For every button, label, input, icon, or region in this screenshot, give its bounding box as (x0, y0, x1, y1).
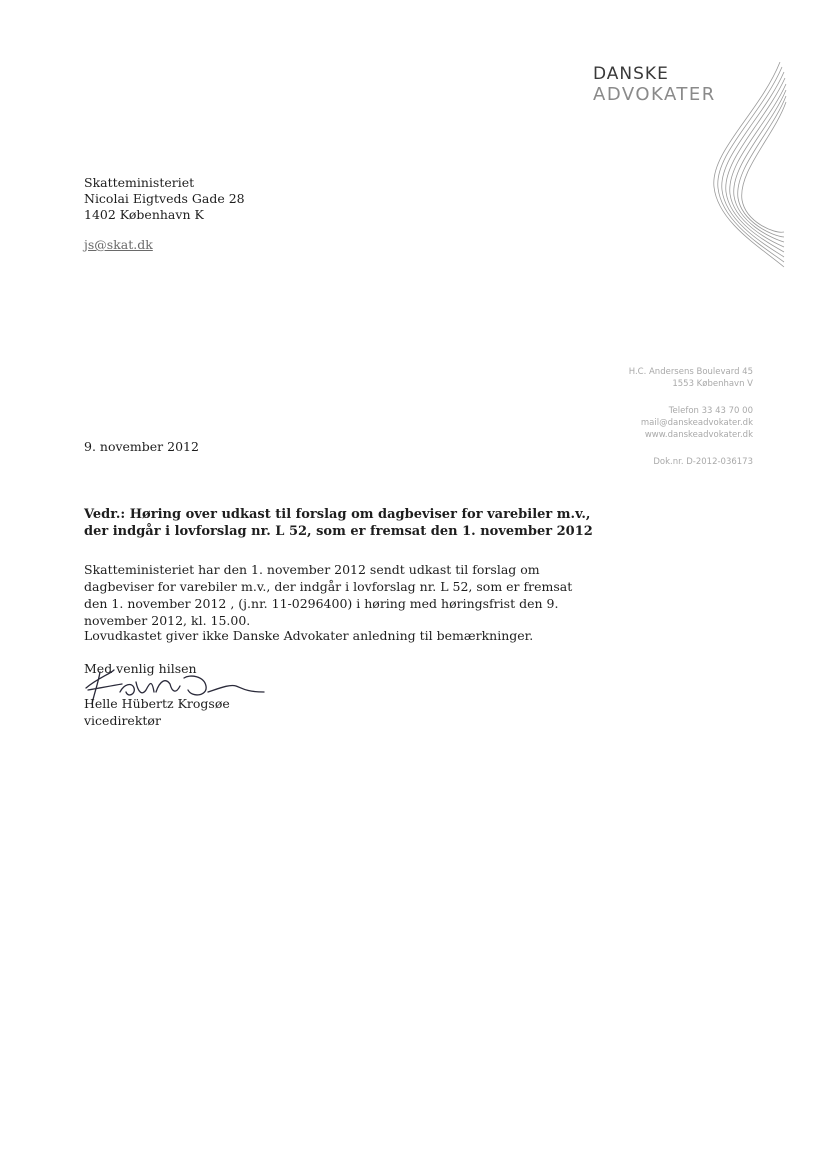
subject-line-2: der indgår i lovforslag nr. L 52, som er fremsat den 1. november 2012 (84, 524, 593, 539)
sender-city: 1553 København V (672, 379, 753, 389)
signer-title: vicedirektør (84, 713, 161, 728)
document-number: Dok.nr. D-2012-036173 (653, 457, 753, 467)
recipient-email-link[interactable]: js@skat.dk (84, 237, 153, 252)
sender-street: H.C. Andersens Boulevard 45 (628, 367, 753, 377)
body-paragraph-2: Lovudkastet giver ikke Danske Advokater anledning til bemærkninger. (84, 628, 534, 643)
subject-line-1: Vedr.: Høring over udkast til forslag om dagbeviser for varebiler m.v., (84, 507, 591, 522)
recipient-street: Nicolai Eigtveds Gade 28 (84, 191, 245, 206)
letter-subject (84, 506, 604, 540)
sender-web: www.danskeadvokater.dk (644, 430, 753, 440)
recipient-name: Skatteministeriet (84, 175, 195, 190)
sender-email: mail@danskeadvokater.dk (640, 418, 753, 428)
body-paragraph-1: Skatteministeriet har den 1. november 2012 sendt udkast til forslag om dagbeviser for varebiler m.v., der indgår i lovforslag nr. L 52, som er fremsat den 1. november 2012 , (j.nr. 11-0296400) i høring med høringsfrist den 9. november 2012, kl. 15.00. (84, 562, 573, 628)
logo-line-1: DANSKE (593, 64, 669, 84)
closing-greeting: Med venlig hilsen (84, 661, 197, 676)
recipient-city: 1402 København K (84, 207, 204, 222)
signer-name: Helle Hübertz Krogsøe (84, 696, 230, 711)
letter-date: 9. november 2012 (84, 439, 199, 454)
logo-line-2: ADVOKATER (593, 84, 716, 105)
sender-phone: Telefon 33 43 70 00 (668, 406, 753, 416)
logo-wave-graphic (700, 62, 790, 272)
